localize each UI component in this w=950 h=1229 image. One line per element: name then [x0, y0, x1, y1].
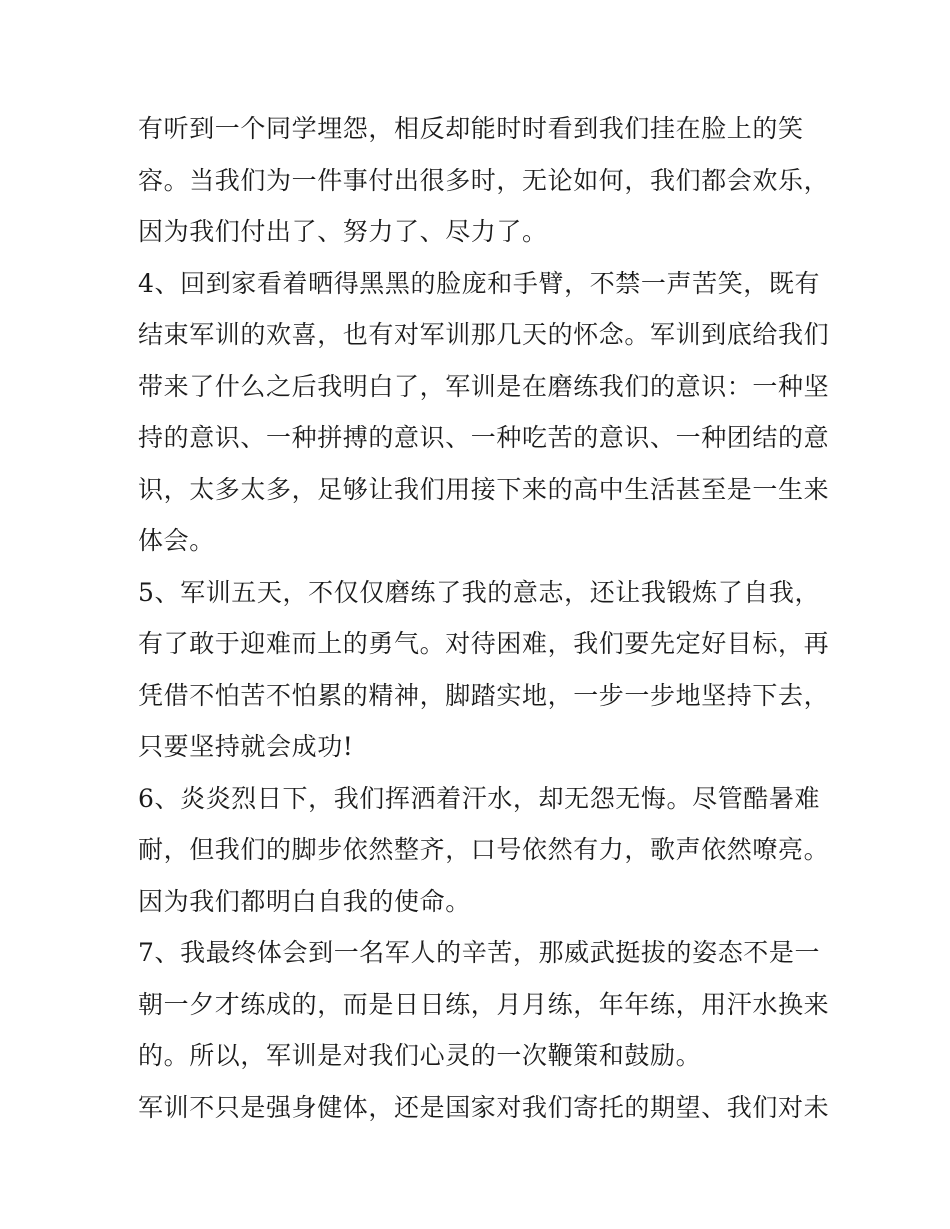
- text-line: 结束军训的欢喜，也有对军训那几天的怀念。军训到底给我们: [138, 320, 830, 349]
- text-line: 识，太多太多，足够让我们用接下来的高中生活甚至是一生来: [138, 474, 830, 504]
- document-body: [138, 103, 830, 1133]
- text-line: 因为我们都明白自我的使命。: [138, 886, 471, 916]
- text-line: 的。所以，军训是对我们心灵的一次鞭策和鼓励。: [138, 1041, 702, 1070]
- text-line: 耐，但我们的脚步依然整齐，口号依然有力，歌声依然嘹亮。: [138, 835, 830, 864]
- text-line: 凭借不怕苦不怕累的精神，脚踏实地，一步一步地坚持下去，: [138, 680, 830, 710]
- text-line: 朝一夕才练成的，而是日日练，月月练，年年练，用汗水换来: [138, 989, 830, 1019]
- text-line: 有听到一个同学埋怨，相反却能时时看到我们挂在脸上的笑: [138, 114, 804, 143]
- text-line: 因为我们付出了、努力了、尽力了。: [138, 217, 548, 246]
- text-line: 容。当我们为一件事付出很多时，无论如何，我们都会欢乐，: [138, 165, 830, 195]
- text-line: 带来了什么之后我明白了，军训是在磨练我们的意识：一种坚: [138, 371, 830, 401]
- text-line: 体会。: [138, 526, 215, 555]
- text-line: 4、回到家看着晒得黑黑的脸庞和手臂，不禁一声苦笑，既有: [138, 268, 821, 298]
- text-line: 持的意识、一种拼搏的意识、一种吃苦的意识、一种团结的意: [138, 423, 830, 452]
- text-line: 有了敢于迎难而上的勇气。对待困难，我们要先定好目标，再: [138, 629, 830, 658]
- text-line: 军训不只是强身健体，还是国家对我们寄托的期望、我们对未: [138, 1092, 830, 1122]
- text-line: 只要坚持就会成功!: [138, 732, 354, 761]
- text-line: 5、军训五天，不仅仅磨练了我的意志，还让我锻炼了自我，: [138, 577, 821, 607]
- text-line: 7、我最终体会到一名军人的辛苦，那威武挺拔的姿态不是一: [138, 938, 821, 967]
- text-line: 6、炎炎烈日下，我们挥洒着汗水，却无怨无悔。尽管酷暑难: [138, 783, 821, 813]
